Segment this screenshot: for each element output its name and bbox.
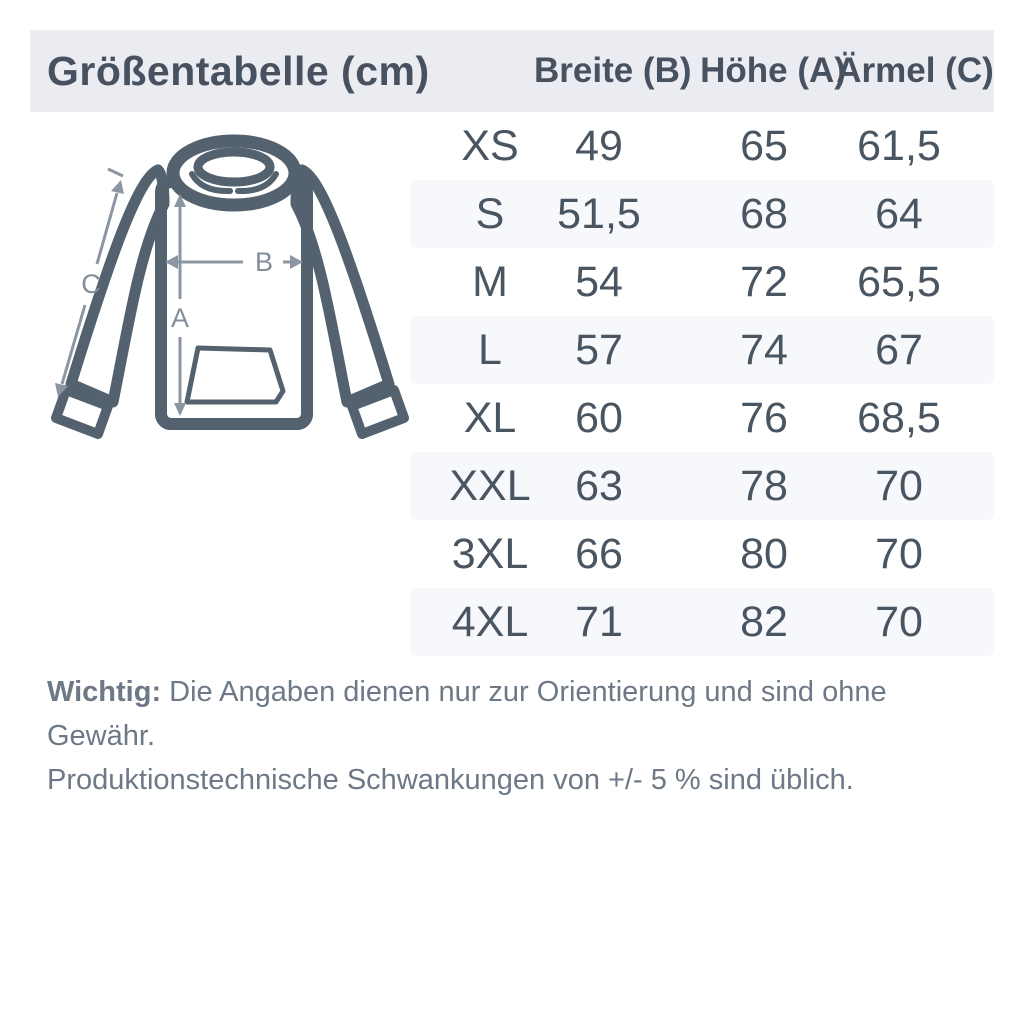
cell-hoehe: 68 xyxy=(740,190,788,238)
cell-aermel: 61,5 xyxy=(857,122,941,170)
column-header-aermel: Ärmel (C) xyxy=(836,51,994,90)
cell-aermel: 64 xyxy=(875,190,923,238)
cell-breite: 49 xyxy=(575,122,623,170)
cell-size: 3XL xyxy=(451,530,529,578)
cell-hoehe: 82 xyxy=(740,598,788,646)
table-row-xxl xyxy=(410,452,994,520)
cell-breite: 60 xyxy=(575,394,623,442)
cell-size: M xyxy=(472,258,508,306)
disclaimer-line-2: Produktionstechnische Schwankungen von +/- 5 % sind üblich. xyxy=(47,764,854,796)
table-row-m xyxy=(410,248,994,316)
dimension-label-c: C xyxy=(81,269,101,299)
dimension-label-a: A xyxy=(170,303,190,333)
disclaimer-line-1-text: Die Angaben dienen nur zur Orientierung und sind ohne Gewähr. xyxy=(47,676,887,752)
cell-size: 4XL xyxy=(451,598,529,646)
cell-breite: 54 xyxy=(575,258,623,306)
table-row-3xl xyxy=(410,520,994,588)
disclaimer-line-1 xyxy=(47,670,977,758)
cell-breite: 51,5 xyxy=(557,190,641,238)
cell-hoehe: 80 xyxy=(740,530,788,578)
cell-size: L xyxy=(478,326,502,374)
cell-size: XS xyxy=(461,122,519,170)
cell-size: XXL xyxy=(449,462,531,510)
cell-breite: 71 xyxy=(575,598,623,646)
cell-breite: 63 xyxy=(575,462,623,510)
cell-aermel: 70 xyxy=(875,462,923,510)
cell-hoehe: 65 xyxy=(740,122,788,170)
disclaimer-bold-prefix: Wichtig: xyxy=(47,676,162,708)
cell-breite: 66 xyxy=(575,530,623,578)
cell-hoehe: 76 xyxy=(740,394,788,442)
cell-size: XL xyxy=(463,394,517,442)
cell-hoehe: 74 xyxy=(740,326,788,374)
disclaimer-note xyxy=(47,670,977,802)
table-row-l xyxy=(410,316,994,384)
cell-aermel: 68,5 xyxy=(857,394,941,442)
kangaroo-pocket xyxy=(187,348,283,402)
cell-aermel: 67 xyxy=(875,326,923,374)
table-row-s xyxy=(410,180,994,248)
cell-aermel: 70 xyxy=(875,598,923,646)
table-row-xs xyxy=(410,112,994,180)
hood-inner-ring xyxy=(198,152,270,182)
dimension-label-b: B xyxy=(254,247,274,277)
table-header-bar xyxy=(30,30,994,112)
shoulder-tick xyxy=(108,169,123,176)
hoodie-measurement-diagram xyxy=(40,118,420,453)
cell-hoehe: 72 xyxy=(740,258,788,306)
column-header-breite: Breite (B) xyxy=(534,51,692,90)
arrowhead-up-right xyxy=(111,180,124,194)
size-table-body xyxy=(410,112,994,656)
cell-aermel: 70 xyxy=(875,530,923,578)
column-header-hoehe: Höhe (A) xyxy=(700,51,846,90)
cell-hoehe: 78 xyxy=(740,462,788,510)
table-row-4xl xyxy=(410,588,994,656)
page-title: Größentabelle (cm) xyxy=(47,47,430,94)
cell-aermel: 65,5 xyxy=(857,258,941,306)
cell-size: S xyxy=(475,190,505,238)
table-row-xl xyxy=(410,384,994,452)
cell-breite: 57 xyxy=(575,326,623,374)
